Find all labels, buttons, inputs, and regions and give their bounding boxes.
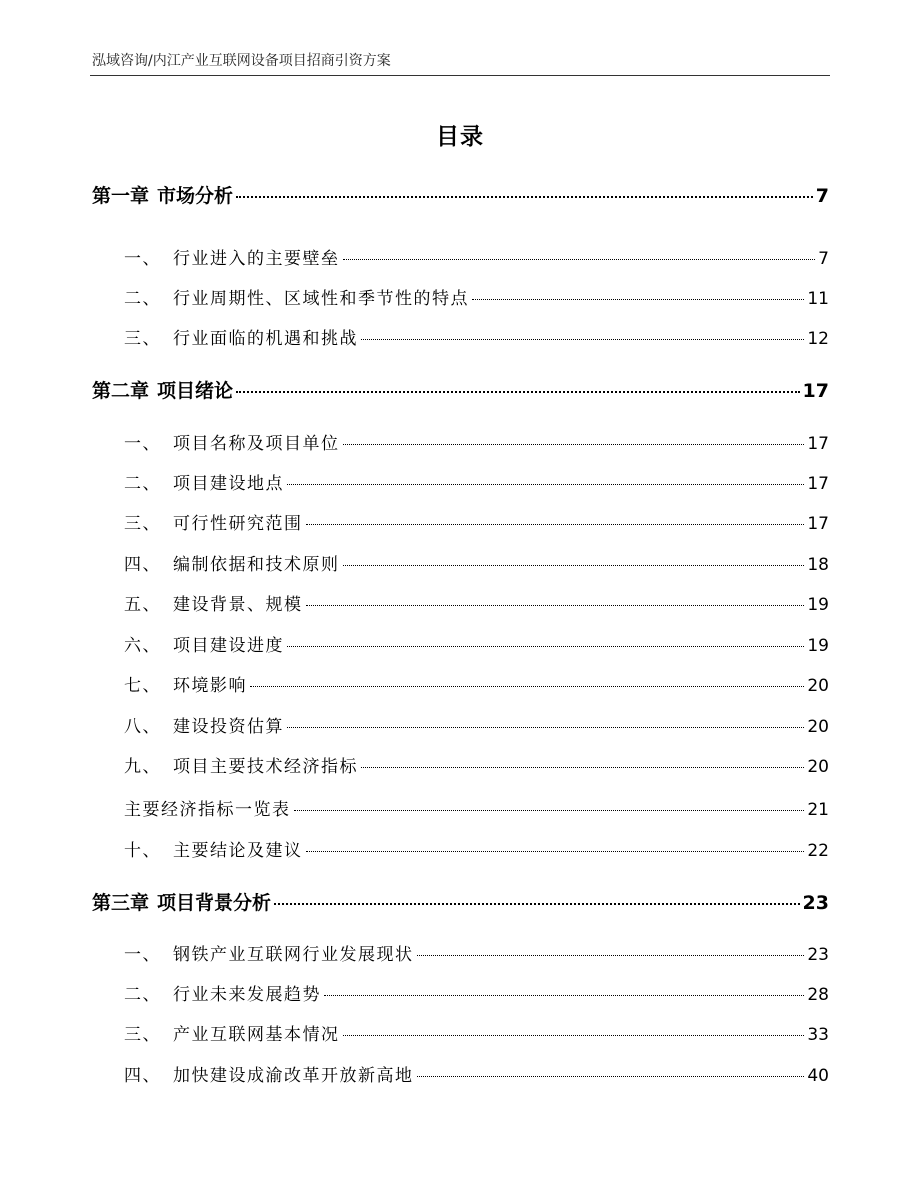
toc-entry-number: 十、 <box>124 841 161 861</box>
toc-entry-number: 一、 <box>124 249 161 269</box>
toc-section-entry[interactable] <box>124 1063 829 1089</box>
toc-section-entry[interactable] <box>124 592 829 618</box>
toc-entry-label: 项目背景分析 <box>157 892 272 914</box>
toc-page-number: 21 <box>807 800 829 820</box>
toc-page-number: 19 <box>807 636 829 656</box>
toc-entry-label: 加快建设成渝改革开放新高地 <box>173 1066 414 1086</box>
toc-dot-leader <box>306 851 805 852</box>
toc-entry-label: 项目绪论 <box>157 380 234 402</box>
toc-entry-number: 二、 <box>124 289 161 309</box>
toc-entry-number: 三、 <box>124 329 161 349</box>
toc-dot-leader <box>294 810 805 811</box>
toc-dot-leader <box>306 605 805 606</box>
toc-entry-number: 九、 <box>124 757 161 777</box>
toc-section-entry[interactable] <box>124 942 829 968</box>
toc-section-entry[interactable] <box>124 246 829 272</box>
toc-page-number: 18 <box>807 555 829 575</box>
toc-title: 目录 <box>436 124 484 150</box>
toc-page-number: 23 <box>807 945 829 965</box>
toc-entry-number: 七、 <box>124 676 161 696</box>
toc-section-entry[interactable] <box>124 982 829 1008</box>
toc-page-number: 33 <box>807 1025 829 1045</box>
toc-entry-label: 可行性研究范围 <box>173 514 303 534</box>
toc-section-entry[interactable] <box>124 471 829 497</box>
toc-entry-label: 环境影响 <box>173 676 247 696</box>
toc-page-number: 7 <box>818 249 829 269</box>
toc-section-entry[interactable] <box>124 838 829 864</box>
toc-dot-leader <box>343 259 816 260</box>
toc-dot-leader <box>343 1035 805 1036</box>
toc-page-number: 11 <box>807 289 829 309</box>
toc-entry-label: 市场分析 <box>157 185 234 207</box>
toc-entry-number: 五、 <box>124 595 161 615</box>
toc-dot-leader <box>417 955 805 956</box>
toc-entry-number: 第三章 <box>92 892 150 914</box>
toc-page-number: 22 <box>807 841 829 861</box>
toc-entry-number: 一、 <box>124 434 161 454</box>
toc-entry-number: 三、 <box>124 1025 161 1045</box>
toc-entry-number: 四、 <box>124 1066 161 1086</box>
toc-dot-leader <box>306 524 805 525</box>
toc-page-number: 20 <box>807 676 829 696</box>
toc-dot-leader <box>287 727 804 728</box>
toc-dot-leader <box>324 995 804 996</box>
toc-dot-leader <box>287 646 804 647</box>
toc-page-number: 40 <box>807 1066 829 1086</box>
toc-entry-label: 项目建设地点 <box>173 474 284 494</box>
toc-dot-leader <box>417 1076 805 1077</box>
toc-entry-number: 三、 <box>124 514 161 534</box>
toc-section-entry[interactable] <box>124 431 829 457</box>
toc-entry-label: 建设背景、规模 <box>173 595 303 615</box>
toc-entry-number: 一、 <box>124 945 161 965</box>
toc-chapter-entry[interactable] <box>92 377 829 405</box>
toc-entry-number: 八、 <box>124 717 161 737</box>
toc-section-entry[interactable] <box>124 511 829 537</box>
toc-page-number: 7 <box>815 185 829 207</box>
toc-entry-number: 四、 <box>124 555 161 575</box>
toc-entry-label: 编制依据和技术原则 <box>173 555 340 575</box>
toc-section-entry[interactable] <box>124 797 829 823</box>
toc-dot-leader <box>250 686 804 687</box>
toc-page-number: 17 <box>807 514 829 534</box>
toc-section-entry[interactable] <box>124 1022 829 1048</box>
toc-entry-label: 行业面临的机遇和挑战 <box>173 329 358 349</box>
toc-dot-leader <box>236 196 813 198</box>
toc-page-number: 19 <box>807 595 829 615</box>
toc-section-entry[interactable] <box>124 286 829 312</box>
toc-entry-label: 主要结论及建议 <box>173 841 303 861</box>
toc-chapter-entry[interactable] <box>92 889 829 917</box>
toc-dot-leader <box>472 299 804 300</box>
toc-dot-leader <box>287 484 804 485</box>
toc-dot-leader <box>343 444 805 445</box>
toc-page-number: 12 <box>807 329 829 349</box>
toc-page-number: 17 <box>807 474 829 494</box>
toc-section-entry[interactable] <box>124 633 829 659</box>
toc-section-entry[interactable] <box>124 326 829 352</box>
toc-dot-leader <box>361 339 804 340</box>
toc-entry-label: 项目名称及项目单位 <box>173 434 340 454</box>
toc-page-number: 23 <box>802 892 829 914</box>
toc-page-number: 20 <box>807 757 829 777</box>
toc-dot-leader <box>343 565 805 566</box>
toc-entry-number: 第一章 <box>92 185 150 207</box>
toc-section-entry[interactable] <box>124 754 829 780</box>
toc-section-entry[interactable] <box>124 714 829 740</box>
toc-entry-label: 行业未来发展趋势 <box>173 985 321 1005</box>
running-header: 泓域咨询/内江产业互联网设备项目招商引资方案 <box>92 53 391 69</box>
toc-dot-leader <box>361 767 804 768</box>
toc-section-entry[interactable] <box>124 552 829 578</box>
toc-entry-label: 钢铁产业互联网行业发展现状 <box>173 945 414 965</box>
toc-page-number: 17 <box>807 434 829 454</box>
toc-entry-number: 六、 <box>124 636 161 656</box>
toc-dot-leader <box>274 903 800 905</box>
toc-page-number: 28 <box>807 985 829 1005</box>
toc-entry-label: 项目主要技术经济指标 <box>173 757 358 777</box>
toc-section-entry[interactable] <box>124 673 829 699</box>
toc-entry-number: 第二章 <box>92 380 150 402</box>
toc-dot-leader <box>236 391 800 393</box>
toc-entry-number: 二、 <box>124 985 161 1005</box>
toc-entry-label: 产业互联网基本情况 <box>173 1025 340 1045</box>
toc-entry-label: 建设投资估算 <box>173 717 284 737</box>
toc-entry-label: 行业进入的主要壁垒 <box>173 249 340 269</box>
toc-entry-label: 行业周期性、区域性和季节性的特点 <box>173 289 469 309</box>
toc-entry-label: 主要经济指标一览表 <box>124 800 291 820</box>
toc-entry-label: 项目建设进度 <box>173 636 284 656</box>
toc-chapter-entry[interactable] <box>92 182 829 210</box>
toc-page-number: 17 <box>802 380 829 402</box>
toc-entry-number: 二、 <box>124 474 161 494</box>
toc-page-number: 20 <box>807 717 829 737</box>
